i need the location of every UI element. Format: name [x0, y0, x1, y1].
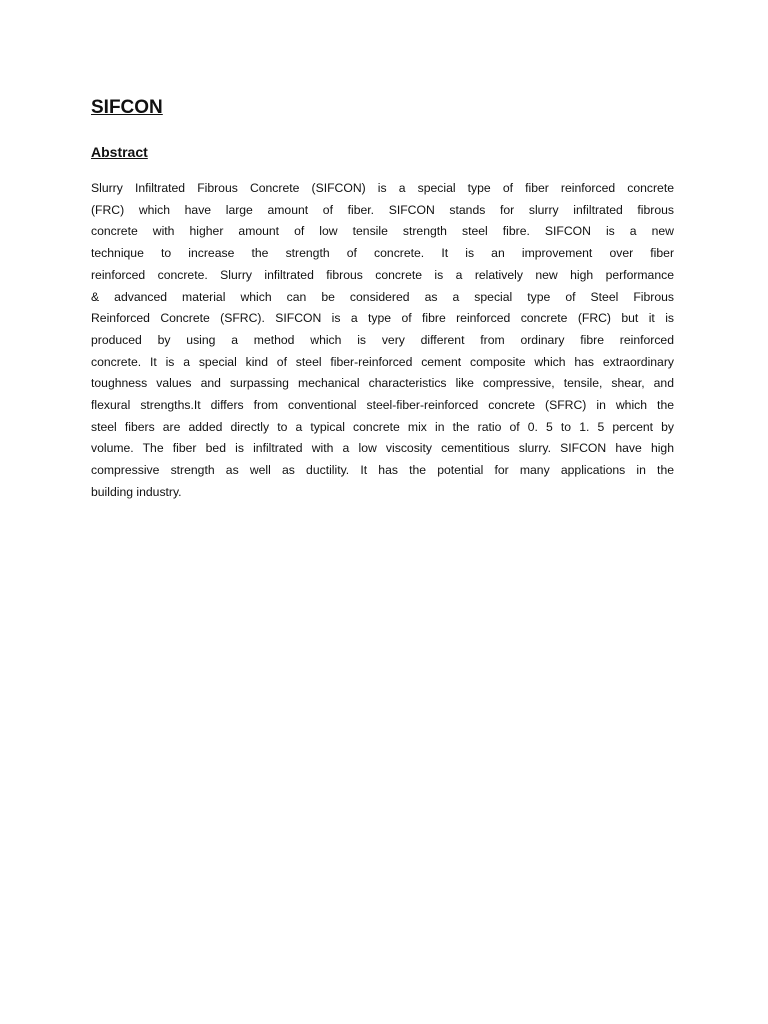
abstract-line: & advanced material which can be considered as a special type of Steel Fibrous: [91, 289, 674, 304]
abstract-line: Slurry Infiltrated Fibrous Concrete (SIFCON) is a special type of fiber reinforced concrete: [91, 181, 674, 195]
abstract-heading: Abstract: [91, 144, 148, 160]
abstract-line: concrete. It is a special kind of steel fiber-reinforced cement composite which has extraordinary: [91, 354, 674, 369]
abstract-line: produced by using a method which is very different from ordinary fibre reinforced: [91, 332, 674, 347]
document-content: [91, 96, 674, 504]
abstract-line: concrete with higher amount of low tensile strength steel fibre. SIFCON is a new: [91, 224, 674, 239]
abstract-line: reinforced concrete. Slurry infiltrated fibrous concrete is a relatively new high performance: [91, 267, 674, 282]
abstract-line: flexural strengths.It differs from conventional steel-fiber-reinforced concrete (SFRC) in which the: [91, 398, 674, 413]
abstract-line: compressive strength as well as ductility. It has the potential for many applications in the: [91, 463, 674, 478]
abstract-line: Reinforced Concrete (SFRC). SIFCON is a type of fibre reinforced concrete (FRC) but it is: [91, 311, 674, 326]
document-title: SIFCON: [91, 97, 163, 118]
abstract-line: toughness values and surpassing mechanical characteristics like compressive, tensile, shear, and: [91, 376, 674, 391]
abstract-line: steel fibers are added directly to a typical concrete mix in the ratio of 0. 5 to 1. 5 percent by: [91, 419, 674, 434]
abstract-line: technique to increase the strength of concrete. It is an improvement over fiber: [91, 246, 674, 261]
abstract-line: volume. The fiber bed is infiltrated with a low viscosity cementitious slurry. SIFCON have high: [91, 441, 674, 456]
abstract-line: (FRC) which have large amount of fiber. SIFCON stands for slurry infiltrated fibrous: [91, 202, 674, 217]
abstract-line: building industry.: [91, 484, 182, 499]
abstract-paragraph: [91, 178, 674, 504]
